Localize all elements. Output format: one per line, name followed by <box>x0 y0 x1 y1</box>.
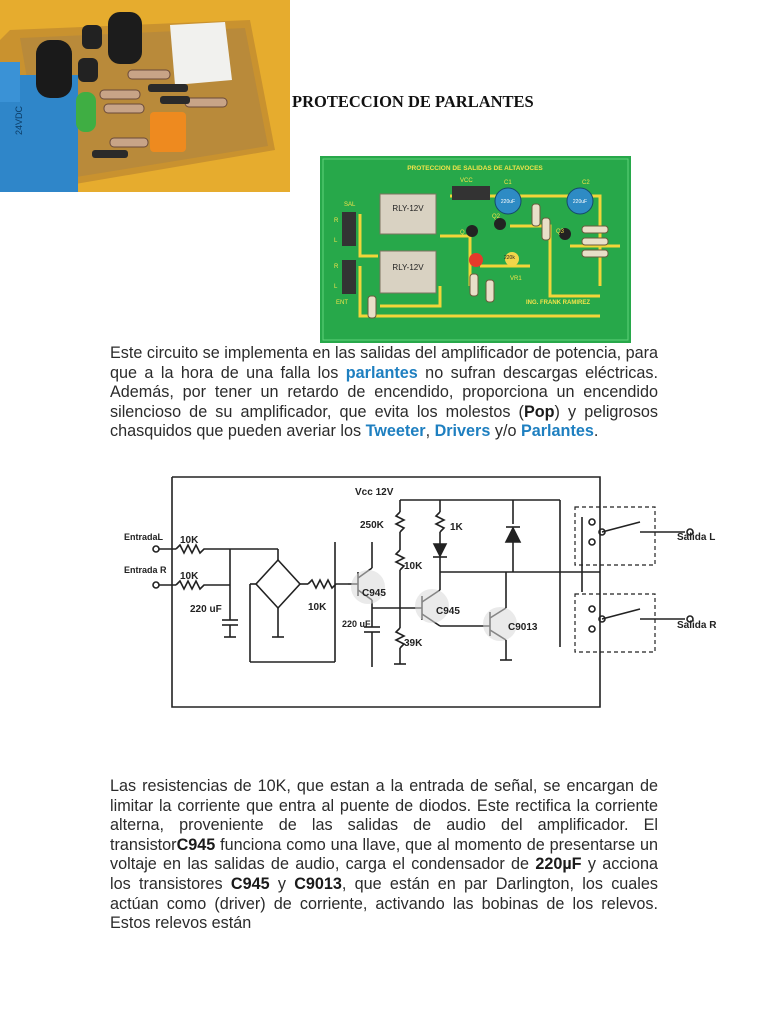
schem-r-in2: 10K <box>180 571 199 582</box>
para1-text-2: no sufran descargas eléctricas. Además, por tener un retardo de encendido, proporciona un encendido silencioso de su amplificador, que evita los molestos ( <box>110 363 658 421</box>
schem-q3: C9013 <box>508 622 538 633</box>
term-c945-2: C945 <box>230 874 270 893</box>
para2-text-1: Las resistencias de 10K, que estan a la entrada de señal, se encargan de limitar la corriente que entra al puente de diodos. Este rectifica la corriente alterna, proveniente de las salidas de audio del amplificador. El transistor <box>110 777 658 854</box>
term-c945: C945 <box>176 835 216 854</box>
schem-input-left: EntradaL <box>124 532 164 542</box>
para1-text-6: . <box>593 422 599 441</box>
pcb-sal-label: SAL <box>344 202 356 208</box>
schem-r-base: 10K <box>308 602 327 613</box>
pcb-relay1-label: RLY-12V <box>392 204 424 213</box>
pcb-q2-label: Q2 <box>492 214 501 220</box>
pcb-vr1-label: VR1 <box>510 276 522 282</box>
pcb-c2-label: C2 <box>582 180 590 186</box>
pcb-layout-image <box>320 156 631 343</box>
explanation-paragraph <box>110 777 658 934</box>
link-parlantes[interactable]: parlantes <box>345 363 418 382</box>
schem-c-in: 220 uF <box>190 604 222 615</box>
para1-text-4: , <box>425 422 435 441</box>
term-c9013: C9013 <box>294 874 342 893</box>
pcb-credit: ING. FRANK RAMIREZ <box>526 300 590 306</box>
pcb-c1-label: C1 <box>504 180 512 186</box>
pcb-pot-value: 220k <box>504 255 515 261</box>
pcb-c1-value: 220uF <box>500 199 516 205</box>
relay-label: 24VDC <box>14 105 24 135</box>
pcb-l1-label: L <box>334 238 338 244</box>
pcb-ent-label: ENT <box>336 300 348 306</box>
schem-output-right: Salida R <box>677 620 717 631</box>
para1-text-5: y/o <box>490 422 521 441</box>
page-title: PROTECCION DE PARLANTES <box>292 92 534 111</box>
link-tweeter[interactable]: Tweeter <box>365 422 426 441</box>
schem-r-led: 1K <box>450 522 463 533</box>
para1-text-1: Este circuito se implementa en las salidas del amplificador de potencia, para que a la hora de una falla los <box>110 344 658 382</box>
para2-text-2: funciona como una llave, que al momento de presentarse un voltaje en las salidas de audio, carga el condensador de <box>110 835 658 874</box>
schem-vcc-label: Vcc 12V <box>355 487 394 498</box>
link-drivers[interactable]: Drivers <box>434 422 491 441</box>
schem-r-in1: 10K <box>180 535 199 546</box>
circuit-schematic <box>110 472 717 717</box>
schem-r-low: 39K <box>404 638 423 649</box>
schem-pot: 250K <box>360 520 384 531</box>
schem-q1: C945 <box>362 588 386 599</box>
pcb-relay2-label: RLY-12V <box>392 263 424 272</box>
pcb-c2-value: 220uF <box>572 199 588 205</box>
schem-r-div: 10K <box>404 561 423 572</box>
pcb-r2-label: R <box>334 264 339 270</box>
pcb-header: PROTECCION DE SALIDAS DE ALTAVOCES <box>407 165 543 172</box>
pcb-q3-label: Q3 <box>556 229 565 235</box>
pcb-r1-label: R <box>334 218 339 224</box>
schem-c-delay: 220 uF <box>342 619 371 629</box>
pcb-l2-label: L <box>334 284 338 290</box>
schem-q2: C945 <box>436 606 460 617</box>
pcb-vcc-label: VCC <box>460 178 473 184</box>
para2-text-4: y <box>269 874 295 893</box>
link-parlantes-2[interactable]: Parlantes <box>520 422 594 441</box>
para1-text-3: ) y peligrosos chasquidos que pueden averiar los <box>110 402 659 441</box>
term-pop: Pop <box>523 402 555 421</box>
pcb-q1-label: Q <box>460 230 465 236</box>
schem-input-right: Entrada R <box>124 565 167 575</box>
term-220uf: 220µF <box>535 855 582 874</box>
para2-text-5: , que están en par Darlington, los cuales actúan como (driver) de corriente, activando las bobinas de los relevos. Estos relevos están <box>110 874 658 933</box>
intro-paragraph <box>110 344 658 442</box>
schem-output-left: Salida L <box>677 532 716 543</box>
para2-text-3: y acciona los transistores <box>110 855 658 893</box>
board-photo <box>0 0 290 192</box>
